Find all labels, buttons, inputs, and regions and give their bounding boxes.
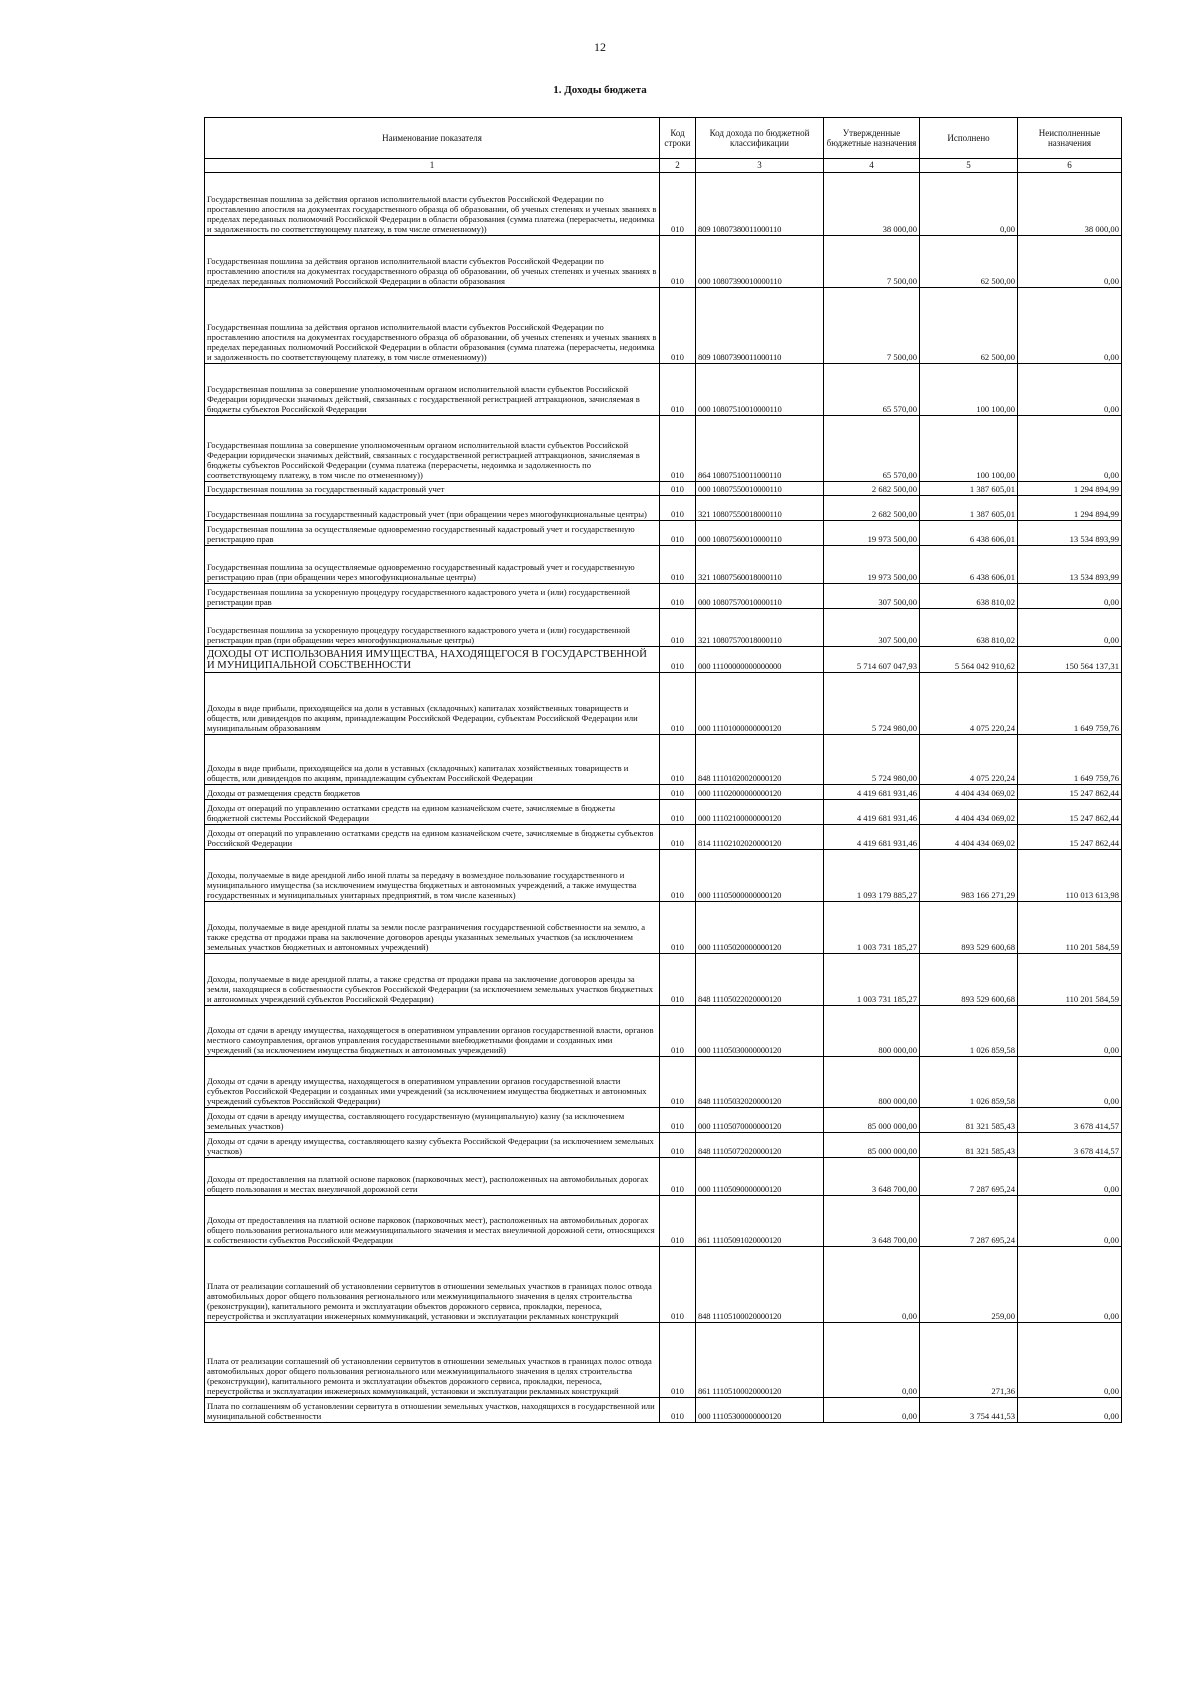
row-name: Государственная пошлина за действия органов исполнительной власти субъектов Российской Федерации по проставлению апостиля на документах государственного образца об образовании, об ученых степенях и ученых званиях в пределах переданных полномочий Российской Федерации в области образования bbox=[205, 236, 660, 288]
row-remaining: 15 247 862,44 bbox=[1018, 785, 1122, 800]
row-name: Доходы от операций по управлению остатками средств на едином казначейском счете, зачисляемые в бюджеты субъектов Российской Федерации bbox=[205, 825, 660, 850]
row-name: Плата от реализации соглашений об установлении сервитутов в отношении земельных участков в границах полос отвода автомобильных дорог общего пользования регионального или межмуниципального значения в целях строительства (реконструкции), капитального ремонта и эксплуатации объектов дорожного сервиса, прокладки, переноса, переустройства и эксплуатации инженерных коммуникаций, установки и эксплуатации рекламных конструкций bbox=[205, 1247, 660, 1323]
row-kbk: 000 11105020000000120 bbox=[696, 902, 824, 954]
row-executed: 4 404 434 069,02 bbox=[920, 785, 1018, 800]
row-code: 010 bbox=[660, 1158, 696, 1196]
row-kbk: 000 11105090000000120 bbox=[696, 1158, 824, 1196]
row-code: 010 bbox=[660, 173, 696, 236]
row-kbk: 864 10807510011000110 bbox=[696, 416, 824, 482]
row-kbk: 848 11105100020000120 bbox=[696, 1247, 824, 1323]
row-remaining: 0,00 bbox=[1018, 584, 1122, 609]
row-code: 010 bbox=[660, 584, 696, 609]
row-kbk: 000 11101000000000120 bbox=[696, 673, 824, 735]
row-remaining: 1 294 894,99 bbox=[1018, 496, 1122, 521]
row-remaining: 110 013 613,98 bbox=[1018, 850, 1122, 902]
row-remaining: 0,00 bbox=[1018, 236, 1122, 288]
column-header-remaining: Неисполненные назначения bbox=[1018, 118, 1122, 159]
table-row bbox=[205, 902, 1122, 954]
table-row bbox=[205, 825, 1122, 850]
column-number: 6 bbox=[1018, 159, 1122, 173]
row-remaining: 3 678 414,57 bbox=[1018, 1108, 1122, 1133]
row-code: 010 bbox=[660, 1323, 696, 1398]
row-executed: 7 287 695,24 bbox=[920, 1196, 1018, 1247]
table-row bbox=[205, 1057, 1122, 1108]
row-kbk: 321 10807560018000110 bbox=[696, 546, 824, 584]
row-remaining: 3 678 414,57 bbox=[1018, 1133, 1122, 1158]
row-code: 010 bbox=[660, 902, 696, 954]
row-name: Доходы от сдачи в аренду имущества, составляющего государственную (муниципальную) казну (за исключением земельных участков) bbox=[205, 1108, 660, 1133]
table-row bbox=[205, 1196, 1122, 1247]
column-header-code: Код строки bbox=[660, 118, 696, 159]
table-row bbox=[205, 1158, 1122, 1196]
row-name: Плата по соглашениям об установлении сервитута в отношении земельных участков, находящихся в государственной или муниципальной собственности bbox=[205, 1398, 660, 1423]
row-code: 010 bbox=[660, 735, 696, 785]
table-row bbox=[205, 850, 1122, 902]
row-name: Государственная пошлина за действия органов исполнительной власти субъектов Российской Федерации по проставлению апостиля на документах государственного образца об образовании, об ученых степенях и ученых званиях в пределах переданных полномочий Российской Федерации в области образования (сумма платежа (перерасчеты, недоимка и задолженность по соответствующему платежу, в том числе отмененному)) bbox=[205, 288, 660, 364]
row-code: 010 bbox=[660, 416, 696, 482]
table-row bbox=[205, 1108, 1122, 1133]
row-approved: 800 000,00 bbox=[824, 1057, 920, 1108]
row-approved: 7 500,00 bbox=[824, 288, 920, 364]
row-kbk: 861 11105100020000120 bbox=[696, 1323, 824, 1398]
row-executed: 81 321 585,43 bbox=[920, 1133, 1018, 1158]
row-remaining: 1 649 759,76 bbox=[1018, 673, 1122, 735]
row-approved: 4 419 681 931,46 bbox=[824, 800, 920, 825]
table-row bbox=[205, 735, 1122, 785]
row-approved: 0,00 bbox=[824, 1323, 920, 1398]
row-approved: 307 500,00 bbox=[824, 609, 920, 647]
row-executed: 100 100,00 bbox=[920, 416, 1018, 482]
column-number: 1 bbox=[205, 159, 660, 173]
row-remaining: 0,00 bbox=[1018, 1158, 1122, 1196]
row-approved: 1 003 731 185,27 bbox=[824, 954, 920, 1006]
row-approved: 3 648 700,00 bbox=[824, 1158, 920, 1196]
row-remaining: 1 294 894,99 bbox=[1018, 482, 1122, 496]
row-name: Доходы от сдачи в аренду имущества, составляющего казну субъекта Российской Федерации (за исключением земельных участков) bbox=[205, 1133, 660, 1158]
row-approved: 800 000,00 bbox=[824, 1006, 920, 1057]
row-executed: 893 529 600,68 bbox=[920, 902, 1018, 954]
row-code: 010 bbox=[660, 1398, 696, 1423]
row-approved: 85 000 000,00 bbox=[824, 1133, 920, 1158]
row-executed: 1 387 605,01 bbox=[920, 482, 1018, 496]
row-kbk: 000 11105030000000120 bbox=[696, 1006, 824, 1057]
row-name: Доходы, получаемые в виде арендной либо иной платы за передачу в возмездное пользование государственного и муниципального имущества (за исключением имущества бюджетных и автономных учреждений, а также имущества государственных и муниципальных унитарных предприятий, в том числе казенных) bbox=[205, 850, 660, 902]
table-row bbox=[205, 416, 1122, 482]
row-remaining: 0,00 bbox=[1018, 1398, 1122, 1423]
row-executed: 4 404 434 069,02 bbox=[920, 800, 1018, 825]
row-approved: 4 419 681 931,46 bbox=[824, 785, 920, 800]
row-name: Государственная пошлина за совершение уполномоченным органом исполнительной власти субъектов Российской Федерации юридически значимых действий, связанных с государственной регистрацией аттракционов, зачисляемая в бюджеты субъектов Российской Федерации (сумма платежа (перерасчеты, недоимка и задолженность по соответствующему платежу, в том числе по отмененному)) bbox=[205, 416, 660, 482]
row-code: 010 bbox=[660, 1133, 696, 1158]
page-number: 12 bbox=[594, 40, 606, 54]
row-approved: 1 003 731 185,27 bbox=[824, 902, 920, 954]
row-kbk: 848 11105032020000120 bbox=[696, 1057, 824, 1108]
row-code: 010 bbox=[660, 954, 696, 1006]
row-code: 010 bbox=[660, 236, 696, 288]
row-name: Доходы, получаемые в виде арендной платы за земли после разграничения государственной собственности на землю, а также средства от продажи права на заключение договоров аренды указанных земельных участков (за исключением земельных участков бюджетных и автономных учреждений) bbox=[205, 902, 660, 954]
row-name: Государственная пошлина за государственный кадастровый учет (при обращении через многофункциональные центры) bbox=[205, 496, 660, 521]
row-approved: 85 000 000,00 bbox=[824, 1108, 920, 1133]
row-kbk: 000 11105070000000120 bbox=[696, 1108, 824, 1133]
row-executed: 1 026 859,58 bbox=[920, 1006, 1018, 1057]
row-code: 010 bbox=[660, 850, 696, 902]
row-approved: 5 724 980,00 bbox=[824, 673, 920, 735]
row-name: Плата от реализации соглашений об установлении сервитутов в отношении земельных участков в границах полос отвода автомобильных дорог общего пользования регионального или межмуниципального значения в целях строительства (реконструкции), капитального ремонта и эксплуатации объектов дорожного сервиса, прокладки, переноса, переустройства и эксплуатации инженерных коммуникаций, установки и эксплуатации рекламных конструкций bbox=[205, 1323, 660, 1398]
row-executed: 983 166 271,29 bbox=[920, 850, 1018, 902]
row-executed: 271,36 bbox=[920, 1323, 1018, 1398]
row-code: 010 bbox=[660, 1057, 696, 1108]
row-executed: 4 075 220,24 bbox=[920, 673, 1018, 735]
row-name: Доходы от размещения средств бюджетов bbox=[205, 785, 660, 800]
row-executed: 638 810,02 bbox=[920, 584, 1018, 609]
row-kbk: 000 10807570010000110 bbox=[696, 584, 824, 609]
row-code: 010 bbox=[660, 785, 696, 800]
row-kbk: 000 10807560010000110 bbox=[696, 521, 824, 546]
column-number: 2 bbox=[660, 159, 696, 173]
row-name: Доходы от сдачи в аренду имущества, находящегося в оперативном управлении органов государственной власти субъектов Российской Федерации и созданных ими учреждений (за исключением имущества бюджетных и автономных учреждений субъектов Российской Федерации) bbox=[205, 1057, 660, 1108]
table-row bbox=[205, 236, 1122, 288]
table-row bbox=[205, 673, 1122, 735]
row-kbk: 809 10807390011000110 bbox=[696, 288, 824, 364]
row-name: Государственная пошлина за ускоренную процедуру государственного кадастрового учета и (или) государственной регистрации прав (при обращении через многофункциональные центры) bbox=[205, 609, 660, 647]
row-name: Доходы от предоставления на платной основе парковок (парковочных мест), расположенных на автомобильных дорогах общего пользования регионального или межмуниципального значения и местах внеуличной дорожной сети, относящихся к собственности субъектов Российской Федерации bbox=[205, 1196, 660, 1247]
row-executed: 4 075 220,24 bbox=[920, 735, 1018, 785]
table-row bbox=[205, 800, 1122, 825]
row-remaining: 0,00 bbox=[1018, 364, 1122, 416]
table-row bbox=[205, 496, 1122, 521]
table-row bbox=[205, 288, 1122, 364]
row-name: Государственная пошлина за государственный кадастровый учет bbox=[205, 482, 660, 496]
row-approved: 19 973 500,00 bbox=[824, 521, 920, 546]
table-row bbox=[205, 364, 1122, 416]
row-kbk: 000 11100000000000000 bbox=[696, 647, 824, 673]
row-name: Государственная пошлина за ускоренную процедуру государственного кадастрового учета и (или) государственной регистрации прав bbox=[205, 584, 660, 609]
table-row bbox=[205, 609, 1122, 647]
row-remaining: 0,00 bbox=[1018, 288, 1122, 364]
table-row bbox=[205, 173, 1122, 236]
row-name: Государственная пошлина за осуществляемые одновременно государственный кадастровый учет и государственную регистрацию прав (при обращении через многофункциональные центры) bbox=[205, 546, 660, 584]
row-code: 010 bbox=[660, 1196, 696, 1247]
row-remaining: 15 247 862,44 bbox=[1018, 825, 1122, 850]
row-name: Доходы от операций по управлению остатками средств на едином казначейском счете, зачисляемые в бюджеты бюджетной системы Российской Федерации bbox=[205, 800, 660, 825]
row-name: Государственная пошлина за осуществляемые одновременно государственный кадастровый учет и государственную регистрацию прав bbox=[205, 521, 660, 546]
row-executed: 6 438 606,01 bbox=[920, 546, 1018, 584]
row-remaining: 0,00 bbox=[1018, 1006, 1122, 1057]
row-approved: 5 714 607 047,93 bbox=[824, 647, 920, 673]
column-number: 5 bbox=[920, 159, 1018, 173]
row-kbk: 809 10807380011000110 bbox=[696, 173, 824, 236]
row-code: 010 bbox=[660, 364, 696, 416]
row-executed: 100 100,00 bbox=[920, 364, 1018, 416]
row-executed: 5 564 042 910,62 bbox=[920, 647, 1018, 673]
row-kbk: 321 10807570018000110 bbox=[696, 609, 824, 647]
row-executed: 7 287 695,24 bbox=[920, 1158, 1018, 1196]
row-remaining: 13 534 893,99 bbox=[1018, 521, 1122, 546]
row-remaining: 15 247 862,44 bbox=[1018, 800, 1122, 825]
row-remaining: 0,00 bbox=[1018, 609, 1122, 647]
row-executed: 6 438 606,01 bbox=[920, 521, 1018, 546]
column-header-approved: Утвержденные бюджетные назначения bbox=[824, 118, 920, 159]
row-remaining: 0,00 bbox=[1018, 1247, 1122, 1323]
row-approved: 19 973 500,00 bbox=[824, 546, 920, 584]
row-executed: 0,00 bbox=[920, 173, 1018, 236]
table-row bbox=[205, 1133, 1122, 1158]
row-kbk: 000 10807390010000110 bbox=[696, 236, 824, 288]
row-approved: 0,00 bbox=[824, 1398, 920, 1423]
row-kbk: 000 11102100000000120 bbox=[696, 800, 824, 825]
row-approved: 2 682 500,00 bbox=[824, 496, 920, 521]
row-code: 010 bbox=[660, 1006, 696, 1057]
table-row bbox=[205, 785, 1122, 800]
row-name: Доходы в виде прибыли, приходящейся на доли в уставных (складочных) капиталах хозяйственных товариществ и обществ, или дивидендов по акциям, принадлежащим субъектам Российской Федерации bbox=[205, 735, 660, 785]
row-approved: 0,00 bbox=[824, 1247, 920, 1323]
table-row bbox=[205, 546, 1122, 584]
column-number: 3 bbox=[696, 159, 824, 173]
row-approved: 65 570,00 bbox=[824, 364, 920, 416]
table-row bbox=[205, 521, 1122, 546]
row-code: 010 bbox=[660, 673, 696, 735]
row-executed: 259,00 bbox=[920, 1247, 1018, 1323]
row-code: 010 bbox=[660, 1108, 696, 1133]
row-name: Государственная пошлина за совершение уполномоченным органом исполнительной власти субъектов Российской Федерации юридически значимых действий, связанных с государственной регистрацией аттракционов, зачисляемая в бюджеты субъектов Российской Федерации bbox=[205, 364, 660, 416]
row-executed: 1 387 605,01 bbox=[920, 496, 1018, 521]
row-approved: 2 682 500,00 bbox=[824, 482, 920, 496]
row-kbk: 321 10807550018000110 bbox=[696, 496, 824, 521]
row-name: Доходы от предоставления на платной основе парковок (парковочных мест), расположенных на автомобильных дорогах общего пользования и местах внеуличной дорожной сети bbox=[205, 1158, 660, 1196]
table-row bbox=[205, 1247, 1122, 1323]
row-kbk: 848 11105022020000120 bbox=[696, 954, 824, 1006]
row-kbk: 814 11102102020000120 bbox=[696, 825, 824, 850]
column-header-kbk: Код дохода по бюджетной классификации bbox=[696, 118, 824, 159]
row-executed: 4 404 434 069,02 bbox=[920, 825, 1018, 850]
section-title: 1. Доходы бюджета bbox=[553, 84, 647, 96]
column-header-executed: Исполнено bbox=[920, 118, 1018, 159]
row-remaining: 13 534 893,99 bbox=[1018, 546, 1122, 584]
row-name: Доходы от сдачи в аренду имущества, находящегося в оперативном управлении органов государственной власти, органов местного самоуправления, органов управления государственными внебюджетными фондами и созданных ими учреждений (за исключением имущества бюджетных и автономных учреждений) bbox=[205, 1006, 660, 1057]
row-kbk: 000 11102000000000120 bbox=[696, 785, 824, 800]
row-code: 010 bbox=[660, 800, 696, 825]
row-executed: 893 529 600,68 bbox=[920, 954, 1018, 1006]
row-approved: 65 570,00 bbox=[824, 416, 920, 482]
table-row bbox=[205, 584, 1122, 609]
row-code: 010 bbox=[660, 521, 696, 546]
row-code: 010 bbox=[660, 546, 696, 584]
row-name: Государственная пошлина за действия органов исполнительной власти субъектов Российской Федерации по проставлению апостиля на документах государственного образца об образовании, об ученых степенях и ученых званиях в пределах переданных полномочий Российской Федерации в области образования (сумма платежа (перерасчеты, недоимка и задолженность по соответствующему платежу, в том числе отмененному)) bbox=[205, 173, 660, 236]
row-code: 010 bbox=[660, 825, 696, 850]
table-row bbox=[205, 1323, 1122, 1398]
row-remaining: 110 201 584,59 bbox=[1018, 902, 1122, 954]
row-code: 010 bbox=[660, 288, 696, 364]
row-remaining: 1 649 759,76 bbox=[1018, 735, 1122, 785]
row-code: 010 bbox=[660, 482, 696, 496]
row-remaining: 0,00 bbox=[1018, 1323, 1122, 1398]
row-kbk: 000 11105300000000120 bbox=[696, 1398, 824, 1423]
row-kbk: 000 10807510010000110 bbox=[696, 364, 824, 416]
row-kbk: 848 11105072020000120 bbox=[696, 1133, 824, 1158]
row-executed: 3 754 441,53 bbox=[920, 1398, 1018, 1423]
row-approved: 38 000,00 bbox=[824, 173, 920, 236]
row-name: Доходы в виде прибыли, приходящейся на доли в уставных (складочных) капиталах хозяйственных товариществ и обществ, или дивидендов по акциям, принадлежащим Российской Федерации, субъектам Российской Федерации или муниципальным образованиям bbox=[205, 673, 660, 735]
row-approved: 5 724 980,00 bbox=[824, 735, 920, 785]
row-remaining: 38 000,00 bbox=[1018, 173, 1122, 236]
row-remaining: 0,00 bbox=[1018, 1196, 1122, 1247]
table-row bbox=[205, 1398, 1122, 1423]
revenue-table bbox=[204, 117, 1122, 1423]
row-remaining: 0,00 bbox=[1018, 416, 1122, 482]
row-executed: 1 026 859,58 bbox=[920, 1057, 1018, 1108]
row-remaining: 110 201 584,59 bbox=[1018, 954, 1122, 1006]
row-approved: 7 500,00 bbox=[824, 236, 920, 288]
table-row bbox=[205, 954, 1122, 1006]
row-executed: 81 321 585,43 bbox=[920, 1108, 1018, 1133]
row-remaining: 0,00 bbox=[1018, 1057, 1122, 1108]
row-approved: 3 648 700,00 bbox=[824, 1196, 920, 1247]
row-executed: 62 500,00 bbox=[920, 288, 1018, 364]
row-code: 010 bbox=[660, 647, 696, 673]
table-row bbox=[205, 1006, 1122, 1057]
row-approved: 307 500,00 bbox=[824, 584, 920, 609]
row-name: ДОХОДЫ ОТ ИСПОЛЬЗОВАНИЯ ИМУЩЕСТВА, НАХОДЯЩЕГОСЯ В ГОСУДАРСТВЕННОЙ И МУНИЦИПАЛЬНОЙ СОБСТВЕННОСТИ bbox=[205, 647, 660, 673]
table-body bbox=[205, 173, 1122, 1423]
row-code: 010 bbox=[660, 1247, 696, 1323]
table-row bbox=[205, 482, 1122, 496]
row-code: 010 bbox=[660, 609, 696, 647]
row-approved: 1 093 179 885,27 bbox=[824, 850, 920, 902]
row-executed: 638 810,02 bbox=[920, 609, 1018, 647]
row-executed: 62 500,00 bbox=[920, 236, 1018, 288]
column-number: 4 bbox=[824, 159, 920, 173]
row-name: Доходы, получаемые в виде арендной платы, а также средства от продажи права на заключение договоров аренды за земли, находящиеся в собственности субъектов Российской Федерации (за исключением земельных участков бюджетных и автономных учреждений субъектов Российской Федерации) bbox=[205, 954, 660, 1006]
row-approved: 4 419 681 931,46 bbox=[824, 825, 920, 850]
row-code: 010 bbox=[660, 496, 696, 521]
row-remaining: 150 564 137,31 bbox=[1018, 647, 1122, 673]
row-kbk: 848 11101020020000120 bbox=[696, 735, 824, 785]
table-row bbox=[205, 647, 1122, 673]
row-kbk: 000 11105000000000120 bbox=[696, 850, 824, 902]
row-kbk: 861 11105091020000120 bbox=[696, 1196, 824, 1247]
column-header-name: Наименование показателя bbox=[205, 118, 660, 159]
row-kbk: 000 10807550010000110 bbox=[696, 482, 824, 496]
